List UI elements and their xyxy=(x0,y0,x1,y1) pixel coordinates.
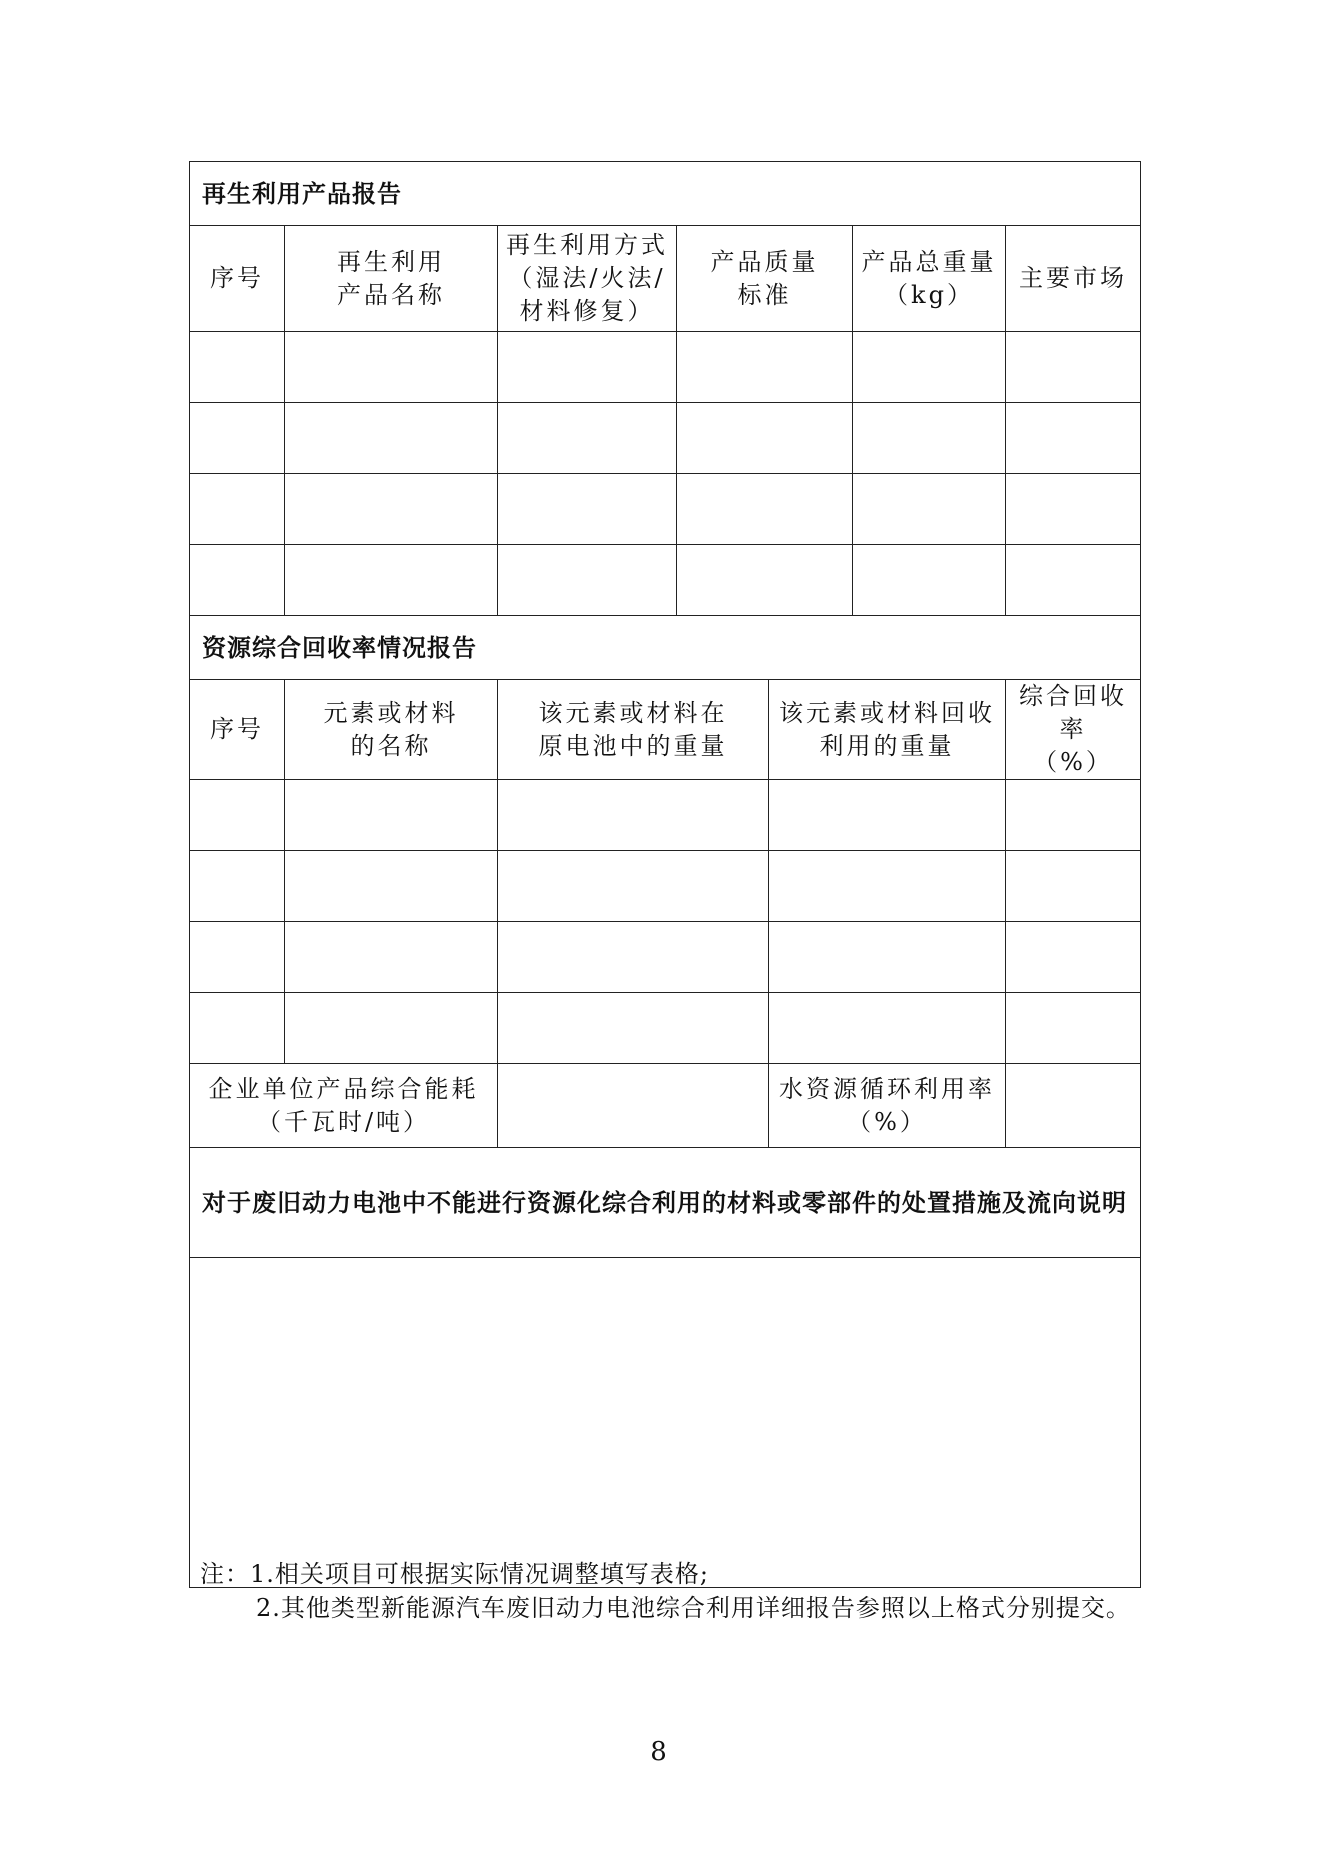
s1-table-row xyxy=(190,474,1141,545)
s1-cell[interactable] xyxy=(853,474,1006,545)
s1-header-quality-standard: 产品质量 标准 xyxy=(677,226,853,332)
s2-header-material-name: 元素或材料 的名称 xyxy=(285,680,498,780)
s2-cell[interactable] xyxy=(285,780,498,851)
s2-cell[interactable] xyxy=(285,922,498,993)
s2-header-recycled-weight: 该元素或材料回收 利用的重量 xyxy=(769,680,1006,780)
s2-cell[interactable] xyxy=(1006,922,1141,993)
s1-table-row xyxy=(190,403,1141,474)
note-line-2: 2.其他类型新能源汽车废旧动力电池综合利用详细报告参照以上格式分别提交。 xyxy=(256,1594,1131,1622)
s1-header-total-weight: 产品总重量 （kg） xyxy=(853,226,1006,332)
s1-cell[interactable] xyxy=(853,545,1006,616)
s1-cell[interactable] xyxy=(285,545,498,616)
s1-header-market: 主要市场 xyxy=(1006,226,1141,332)
s2-table-row xyxy=(190,780,1141,851)
note-line-1: 注：1.相关项目可根据实际情况调整填写表格; xyxy=(200,1560,709,1588)
s1-header-method: 再生利用方式 （湿法/火法/ 材料修复） xyxy=(498,226,677,332)
s1-table-row xyxy=(190,332,1141,403)
s2-table-row xyxy=(190,993,1141,1064)
s2-cell[interactable] xyxy=(769,851,1006,922)
water-recycle-rate-value[interactable] xyxy=(1006,1064,1141,1148)
s1-cell[interactable] xyxy=(1006,332,1141,403)
notes xyxy=(200,1557,1140,1625)
s2-cell[interactable] xyxy=(769,780,1006,851)
s2-cell[interactable] xyxy=(190,922,285,993)
s1-table-row xyxy=(190,545,1141,616)
section2-title-row xyxy=(190,616,1141,680)
s1-header-product-name: 再生利用 产品名称 xyxy=(285,226,498,332)
page-number: 8 xyxy=(650,1737,667,1767)
s2-cell[interactable] xyxy=(498,851,769,922)
s1-cell[interactable] xyxy=(1006,545,1141,616)
s1-cell[interactable] xyxy=(498,403,677,474)
section1-title-row xyxy=(190,162,1141,226)
section2-title: 资源综合回收率情况报告 xyxy=(190,616,1141,680)
s1-cell[interactable] xyxy=(677,332,853,403)
s1-cell[interactable] xyxy=(190,332,285,403)
s1-cell[interactable] xyxy=(498,474,677,545)
s1-cell[interactable] xyxy=(498,332,677,403)
s2-cell[interactable] xyxy=(1006,780,1141,851)
s2-cell[interactable] xyxy=(498,922,769,993)
s2-cell[interactable] xyxy=(498,993,769,1064)
section2-header-row xyxy=(190,680,1141,780)
s1-cell[interactable] xyxy=(1006,474,1141,545)
s2-cell[interactable] xyxy=(1006,993,1141,1064)
s2-cell[interactable] xyxy=(190,993,285,1064)
s1-cell[interactable] xyxy=(677,474,853,545)
s1-cell[interactable] xyxy=(190,545,285,616)
s1-cell[interactable] xyxy=(677,545,853,616)
s2-cell[interactable] xyxy=(498,780,769,851)
s1-cell[interactable] xyxy=(853,332,1006,403)
s1-cell[interactable] xyxy=(190,403,285,474)
s2-header-index: 序号 xyxy=(190,680,285,780)
s1-cell[interactable] xyxy=(1006,403,1141,474)
s2-cell[interactable] xyxy=(1006,851,1141,922)
section3-body-row xyxy=(190,1258,1141,1588)
s1-cell[interactable] xyxy=(853,403,1006,474)
water-recycle-rate-label: 水资源循环利用率 （%） xyxy=(769,1064,1006,1148)
section3-body[interactable] xyxy=(190,1258,1141,1588)
energy-consumption-label: 企业单位产品综合能耗 （千瓦时/吨） xyxy=(190,1064,498,1148)
energy-consumption-value[interactable] xyxy=(498,1064,769,1148)
s1-cell[interactable] xyxy=(677,403,853,474)
s1-cell[interactable] xyxy=(190,474,285,545)
section3-title-row xyxy=(190,1148,1141,1258)
section1-title: 再生利用产品报告 xyxy=(190,162,1141,226)
s2-table-row xyxy=(190,922,1141,993)
s1-cell[interactable] xyxy=(285,332,498,403)
s2-cell[interactable] xyxy=(190,780,285,851)
section3-title: 对于废旧动力电池中不能进行资源化综合利用的材料或零部件的处置措施及流向说明 xyxy=(190,1148,1141,1258)
s1-cell[interactable] xyxy=(498,545,677,616)
section1-header-row xyxy=(190,226,1141,332)
s2-table-row xyxy=(190,851,1141,922)
s2-cell[interactable] xyxy=(769,993,1006,1064)
s1-cell[interactable] xyxy=(285,474,498,545)
s1-cell[interactable] xyxy=(285,403,498,474)
s2-cell[interactable] xyxy=(190,851,285,922)
s2-header-recovery-rate: 综合回收率 （%） xyxy=(1006,680,1141,780)
s2-header-original-weight: 该元素或材料在 原电池中的重量 xyxy=(498,680,769,780)
s2-cell[interactable] xyxy=(769,922,1006,993)
s2-energy-water-row xyxy=(190,1064,1141,1148)
report-table xyxy=(189,161,1141,1588)
s2-cell[interactable] xyxy=(285,993,498,1064)
s1-header-index: 序号 xyxy=(190,226,285,332)
s2-cell[interactable] xyxy=(285,851,498,922)
report-form xyxy=(189,161,1140,1588)
